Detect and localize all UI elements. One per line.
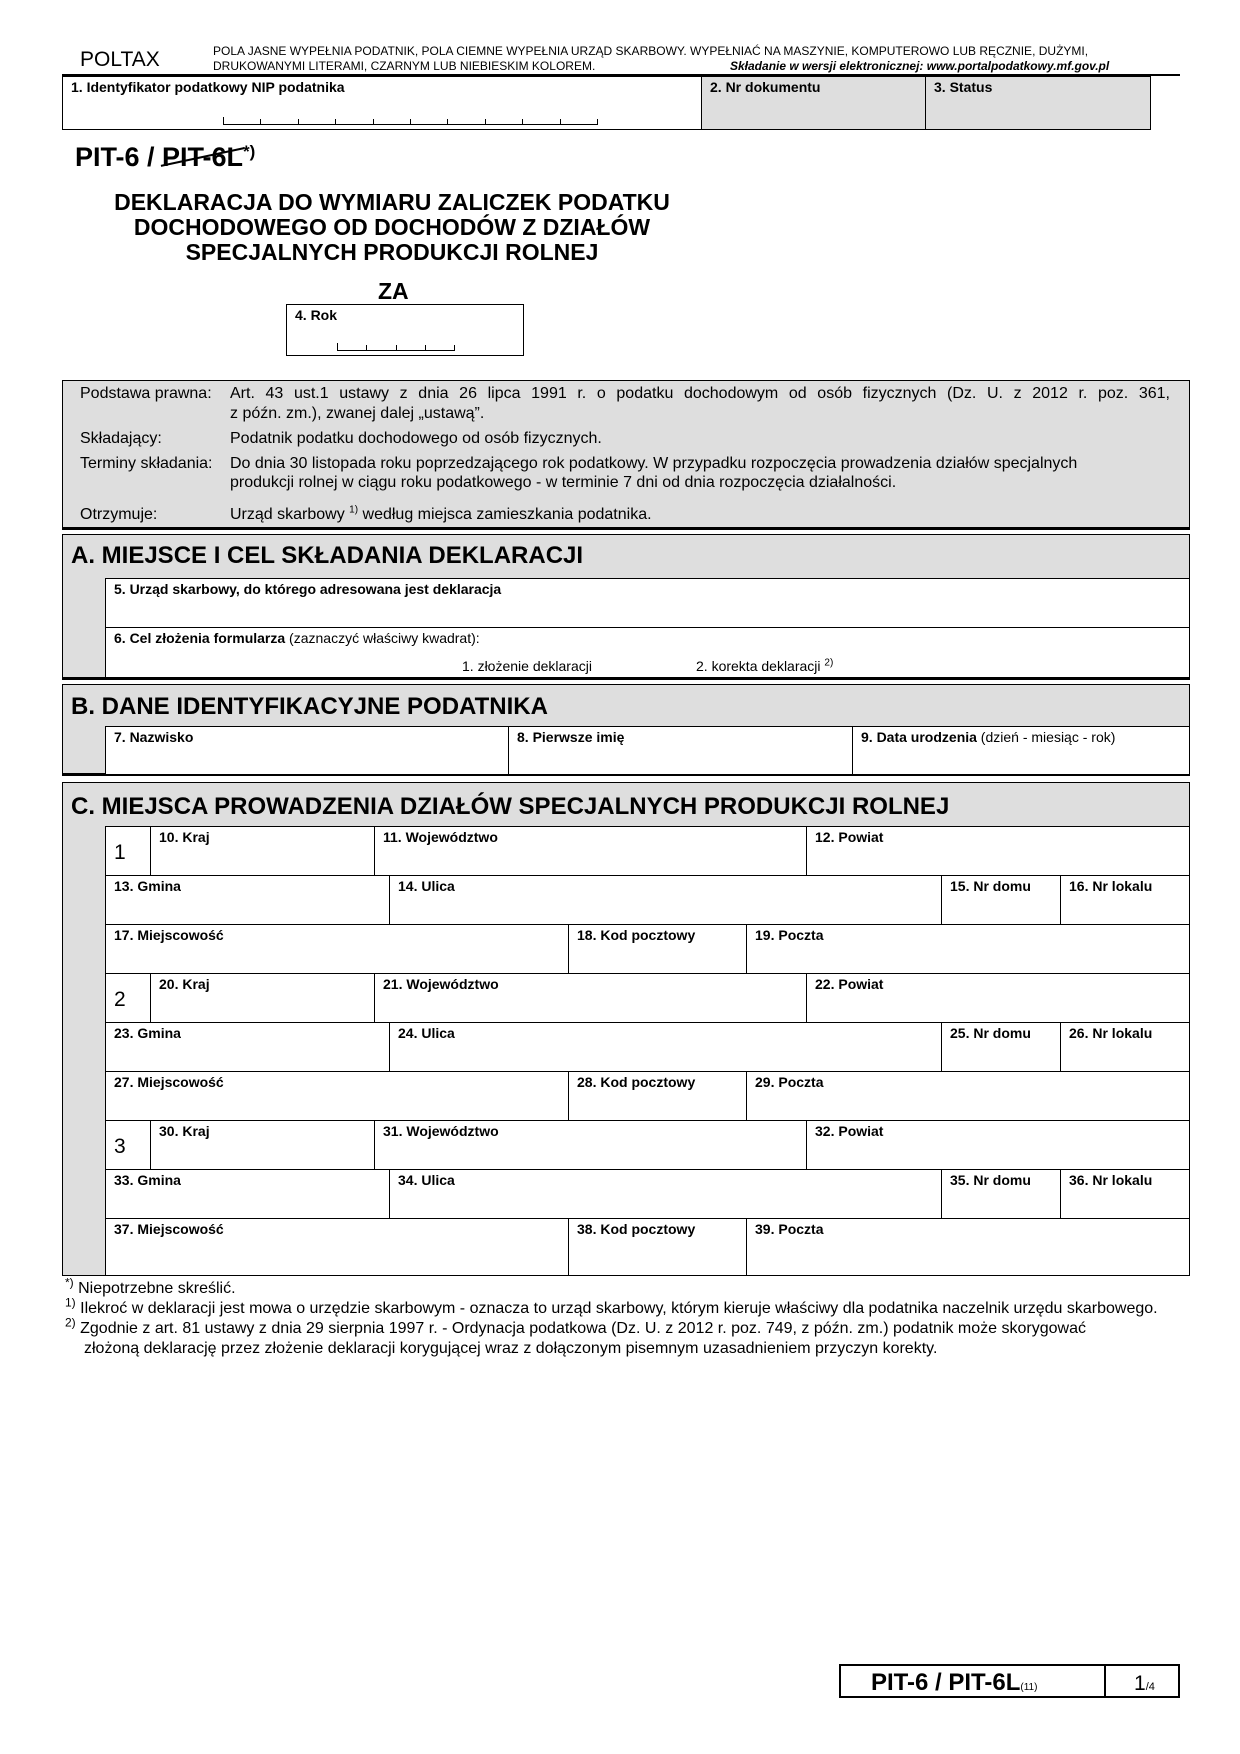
deadline-line2: produkcji rolnej w ciągu roku podatkowego - w terminie 7 dni od dnia rozpoczęcia działalności. (230, 474, 897, 491)
place-2-kod[interactable] (568, 1071, 747, 1121)
place-2-powiat-label: 22. Powiat (815, 976, 884, 992)
birthdate-field[interactable] (852, 726, 1190, 775)
place-2-kod-label: 28. Kod pocztowy (577, 1074, 696, 1090)
place-2-number: 2 (114, 988, 126, 1011)
place-3-gmina[interactable] (105, 1169, 390, 1219)
place-3-kod[interactable] (568, 1218, 747, 1276)
form-title-line3: SPECJALNYCH PRODUKCJI ROLNEJ (185, 239, 599, 265)
footnote-0 (65, 1275, 236, 1298)
basis-line2: z późn. zm.), zwanej dalej „ustawą”. (230, 405, 485, 422)
place-1-kraj[interactable] (150, 826, 375, 876)
instructions-line1: POLA JASNE WYPEŁNIA PODATNIK, POLA CIEMNE WYPEŁNIA URZĄD SKARBOWY. WYPEŁNIAĆ NA MASZYNIE, KOMPUTEROWO LUB RĘCZNIE, DUŻYMI, (213, 44, 1089, 58)
form-title (62, 190, 722, 265)
tax-office-label: 5. Urząd skarbowy, do którego adresowana jest deklaracja (114, 581, 502, 597)
electronic-note: Składanie w wersji elektronicznej: www.portalpodatkowy.mf.gov.pl (730, 59, 1110, 73)
place-3-dom[interactable] (941, 1169, 1061, 1219)
place-2-num (105, 973, 151, 1023)
form-title-line1: DEKLARACJA DO WYMIARU ZALICZEK PODATKU (114, 189, 670, 215)
receiver-value-a: Urząd skarbowy (230, 506, 350, 523)
place-3-woj-label: 31. Województwo (383, 1123, 499, 1139)
place-1-poczta[interactable] (746, 924, 1190, 974)
footer-form-code (871, 1669, 1037, 1697)
place-1-gmina[interactable] (105, 875, 390, 925)
place-2-dom[interactable] (941, 1022, 1061, 1072)
place-1-kod[interactable] (568, 924, 747, 974)
place-2-poczta-label: 29. Poczta (755, 1074, 824, 1090)
nip-label: 1. Identyfikator podatkowy NIP podatnika (71, 79, 345, 95)
footnote-1 (65, 1295, 1158, 1318)
place-2-miejsc-label: 27. Miejscowość (114, 1074, 224, 1090)
place-3-miejsc[interactable] (105, 1218, 569, 1276)
footer-page (1134, 1672, 1155, 1696)
footer-page-box (1104, 1664, 1180, 1698)
place-1-powiat[interactable] (806, 826, 1190, 876)
form-code-title (75, 142, 255, 173)
place-1-woj[interactable] (374, 826, 807, 876)
purpose-option-2-text: 2. korekta deklaracji (696, 658, 825, 674)
filer-key: Składający: (80, 430, 162, 447)
footer-version: (11) (1020, 1682, 1038, 1693)
footer-form-code-text: PIT-6 / PIT-6L (871, 1669, 1021, 1696)
place-1-woj-label: 11. Województwo (383, 829, 498, 845)
place-1-dom-label: 15. Nr domu (950, 878, 1031, 894)
firstname-label: 8. Pierwsze imię (517, 729, 625, 745)
place-2-kraj[interactable] (150, 973, 375, 1023)
place-1-miejsc[interactable] (105, 924, 569, 974)
purpose-label-text: 6. Cel złożenia formularza (114, 630, 286, 646)
footnote-2-mark: 2) (65, 1315, 76, 1330)
form-code-mark: *) (243, 142, 256, 161)
place-3-kraj-label: 30. Kraj (159, 1123, 210, 1139)
poltax-label: POLTAX (80, 48, 160, 71)
place-1-kod-label: 18. Kod pocztowy (577, 927, 696, 943)
purpose-hint: (zaznaczyć właściwy kwadrat): (285, 630, 480, 646)
place-3-powiat[interactable] (806, 1120, 1190, 1170)
surname-field[interactable] (105, 726, 509, 775)
place-3-lokal[interactable] (1060, 1169, 1190, 1219)
place-1-dom[interactable] (941, 875, 1061, 925)
nip-combs (223, 117, 598, 125)
year-field[interactable] (286, 304, 524, 356)
basis-key: Podstawa prawna: (80, 385, 212, 402)
place-2-lokal[interactable] (1060, 1022, 1190, 1072)
doc-number-label: 2. Nr dokumentu (710, 79, 821, 95)
deadline-line1: Do dnia 30 listopada roku poprzedzającego rok podatkowy. W przypadku rozpoczęcia prowadzenia działów specjalnych (230, 455, 1078, 472)
place-3-dom-label: 35. Nr domu (950, 1172, 1031, 1188)
place-1-powiat-label: 12. Powiat (815, 829, 884, 845)
place-3-lokal-label: 36. Nr lokalu (1069, 1172, 1153, 1188)
footer-form-code-box (839, 1664, 1106, 1698)
tax-office-field[interactable] (105, 578, 1190, 628)
place-2-dom-label: 25. Nr domu (950, 1025, 1031, 1041)
place-3-poczta-label: 39. Poczta (755, 1221, 824, 1237)
footnote-2-text: Zgodnie z art. 81 ustawy z dnia 29 sierpnia 1997 r. - Ordynacja podatkowa (Dz. U. z 2012 r. poz. 749, z późn. zm.) podatnik może skorygować (75, 1320, 1086, 1337)
place-1-num (105, 826, 151, 876)
place-1-kraj-label: 10. Kraj (159, 829, 210, 845)
place-3-powiat-label: 32. Powiat (815, 1123, 884, 1139)
form-code-struck: PIT-6L (162, 142, 244, 172)
place-2-powiat[interactable] (806, 973, 1190, 1023)
place-2-gmina[interactable] (105, 1022, 390, 1072)
place-3-miejsc-label: 37. Miejscowość (114, 1221, 224, 1237)
doc-number-field (701, 76, 926, 130)
firstname-field[interactable] (508, 726, 853, 775)
birthdate-hint: (dzień - miesiąc - rok) (976, 729, 1116, 745)
place-3-kraj[interactable] (150, 1120, 375, 1170)
form-code-main: PIT-6 / (75, 142, 163, 172)
section-a-title: A. MIEJSCE I CEL SKŁADANIA DEKLARACJI (71, 542, 584, 569)
footer-page-number: 1 (1134, 1672, 1146, 1695)
place-3-woj[interactable] (374, 1120, 807, 1170)
footnote-2-line2: złożoną deklarację przez złożenie deklaracji korygującej wraz z dołączonym pisemnym uzasadnieniem przyczyn korekty. (84, 1340, 938, 1357)
place-3-kod-label: 38. Kod pocztowy (577, 1221, 696, 1237)
place-2-woj[interactable] (374, 973, 807, 1023)
place-3-ulica[interactable] (389, 1169, 942, 1219)
place-3-poczta[interactable] (746, 1218, 1190, 1276)
year-label: 4. Rok (295, 307, 338, 323)
place-1-ulica-label: 14. Ulica (398, 878, 455, 894)
status-field (925, 76, 1151, 130)
place-2-gmina-label: 23. Gmina (114, 1025, 181, 1041)
place-2-ulica-label: 24. Ulica (398, 1025, 455, 1041)
purpose-option-1[interactable]: 1. złożenie deklaracji (462, 658, 592, 674)
receiver-value (230, 506, 652, 524)
footnote-2 (65, 1315, 1086, 1338)
year-combs (337, 343, 455, 351)
place-3-number: 3 (114, 1135, 126, 1158)
footnote-1-text: Ilekroć w deklaracji jest mowa o urzędzie skarbowym - oznacza to urząd skarbowy, którym kieruje właściwy dla podatnika naczelnik urzędu skarbowego. (75, 1300, 1158, 1317)
place-2-woj-label: 21. Województwo (383, 976, 499, 992)
footnote-1-mark: 1) (65, 1295, 76, 1310)
purpose-field[interactable] (105, 627, 1190, 678)
footer-page-total: /4 (1145, 1681, 1155, 1693)
place-1-gmina-label: 13. Gmina (114, 878, 181, 894)
status-label: 3. Status (934, 79, 993, 95)
place-3-num (105, 1120, 151, 1170)
purpose-option-2[interactable] (696, 658, 833, 674)
place-1-miejsc-label: 17. Miejscowość (114, 927, 224, 943)
purpose-label (114, 630, 480, 646)
instructions-line2: DRUKOWANYMI LITERAMI, CZARNYM LUB NIEBIESKIM KOLOREM. (213, 59, 596, 73)
receiver-sup: 1) (349, 504, 359, 516)
section-c-title: C. MIEJSCA PROWADZENIA DZIAŁÓW SPECJALNYCH PRODUKCJI ROLNEJ (71, 793, 950, 820)
surname-label: 7. Nazwisko (114, 729, 194, 745)
place-3-gmina-label: 33. Gmina (114, 1172, 181, 1188)
place-2-poczta[interactable] (746, 1071, 1190, 1121)
deadline-key: Terminy składania: (80, 455, 213, 472)
za-label: ZA (378, 278, 409, 304)
footnote-0-mark: *) (65, 1275, 74, 1290)
place-3-ulica-label: 34. Ulica (398, 1172, 455, 1188)
filer-value: Podatnik podatku dochodowego od osób fizycznych. (230, 430, 602, 447)
receiver-value-b: według miejsca zamieszkania podatnika. (358, 506, 652, 523)
place-2-miejsc[interactable] (105, 1071, 569, 1121)
place-2-lokal-label: 26. Nr lokalu (1069, 1025, 1153, 1041)
form-title-line2: DOCHODOWEGO OD DOCHODÓW Z DZIAŁÓW (133, 214, 651, 240)
place-1-number: 1 (114, 841, 126, 864)
birthdate-label (861, 729, 1115, 745)
place-1-lokal-label: 16. Nr lokalu (1069, 878, 1153, 894)
footnote-0-text: Niepotrzebne skreślić. (73, 1280, 236, 1297)
place-1-lokal[interactable] (1060, 875, 1190, 925)
place-2-kraj-label: 20. Kraj (159, 976, 210, 992)
nip-field[interactable] (62, 76, 702, 130)
place-1-poczta-label: 19. Poczta (755, 927, 824, 943)
receiver-key: Otrzymuje: (80, 506, 158, 523)
place-1-ulica[interactable] (389, 875, 942, 925)
birthdate-label-text: 9. Data urodzenia (861, 729, 977, 745)
place-2-ulica[interactable] (389, 1022, 942, 1072)
section-b-title: B. DANE IDENTYFIKACYJNE PODATNIKA (71, 693, 548, 720)
purpose-option-2-sup: 2) (824, 657, 834, 669)
basis-line1: Art. 43 ust.1 ustawy z dnia 26 lipca 1991 r. o podatku dochodowym od osób fizycznych (Dz. U. z 2012 r. poz. 361, (230, 385, 1170, 402)
